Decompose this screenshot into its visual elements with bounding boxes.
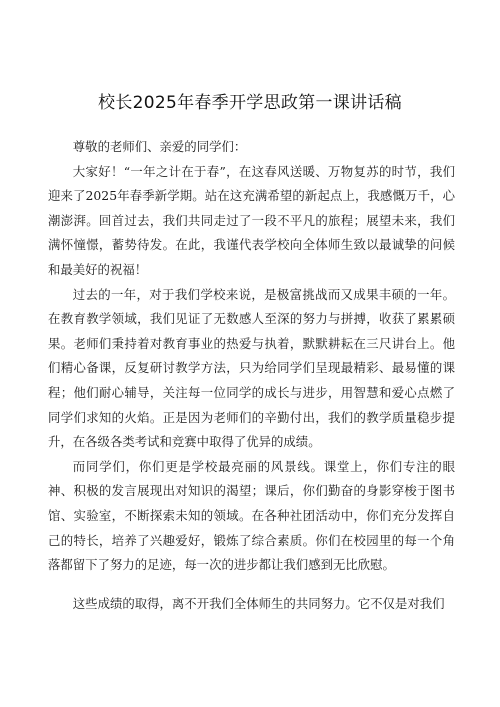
paragraph-3: 而同学们，你们更是学校最亮丽的风景线。课堂上，你们专注的眼神、积极的发言展现出对知识的渴望；课后，你们勤奋的身影穿梭于图书馆、实验室，不断探索未知的领域。在各种社团活动中，你们充分发挥自己的特长，培养了兴趣爱好，锻炼了综合素质。你们在校园里的每一个角落都留下了努力的足迹，每一次的进步都让我们感到无比欣慰。 [48,458,455,573]
greeting: 尊敬的老师们、亲爱的同学们： [72,139,247,154]
document-title: 校长2025年春季开学思政第一课讲话稿 [98,93,402,113]
paragraph-1: 大家好！“一年之计在于春”，在这春风送暖、万物复苏的时节，我们迎来了2025年春季新学期。站在这充满希望的新起点上，我感慨万千，心潮澎湃。回首过去，我们共同走过了一段不平凡的旅程；展望未来，我们满怀憧憬，蓄势待发。在此，我谨代表学校向全体师生致以最诚挚的问候和最美好的祝福！ [48,163,455,277]
document-body [48,135,455,616]
paragraph-4: 这些成绩的取得，离不开我们全体师生的共同努力。它不仅是对我们 [72,595,445,611]
paragraph-2: 过去的一年，对于我们学校来说，是极富挑战而又成果丰硕的一年。在教育教学领域，我们见证了无数感人至深的努力与拼搏，收获了累累硕果。老师们秉持着对教育事业的热爱与执着，默默耕耘在三尺讲台上。他们精心备课，反复研讨教学方法，只为给同学们呈现最精彩、最易懂的课程；他们耐心辅导，关注每一位同学的成长与进步，用智慧和爱心点燃了同学们求知的火焰。正是因为老师们的辛勤付出，我们的教学质量稳步提升，在各级各类考试和竞赛中取得了优异的成绩。 [48,286,455,450]
